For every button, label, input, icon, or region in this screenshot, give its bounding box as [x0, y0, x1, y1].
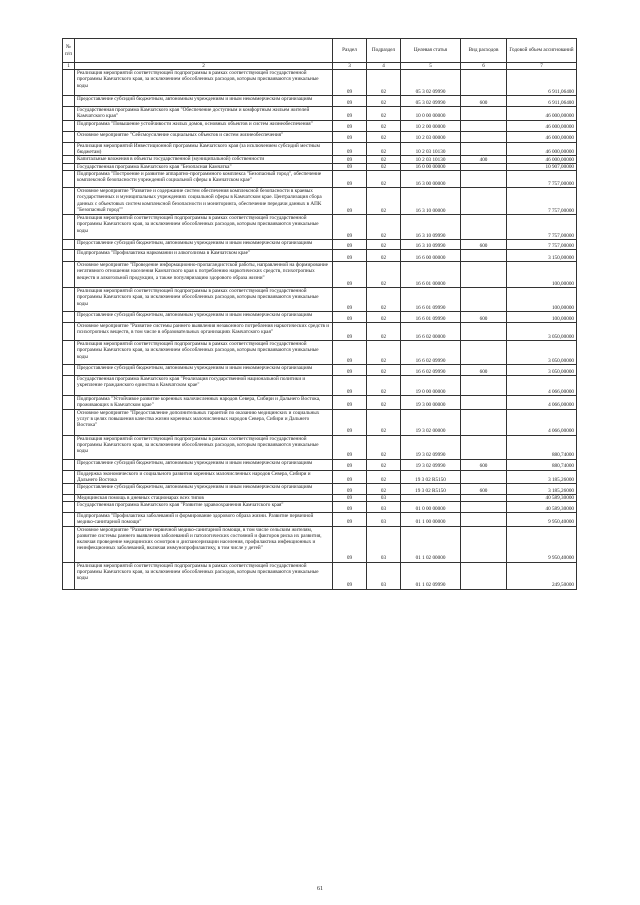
row-expense-type-cell: [461, 526, 507, 562]
column-number: 4: [367, 63, 401, 70]
row-section-cell: 09: [333, 107, 367, 120]
table-row: [63, 323, 577, 341]
row-subsection-cell: 02: [367, 171, 401, 188]
row-article-cell: 05 3 02 09990: [401, 70, 461, 96]
row-expense-type-cell: [461, 562, 507, 589]
row-amount-cell: 6 911,06400: [507, 70, 577, 96]
table-row: [63, 262, 577, 288]
row-expense-type-cell: [461, 288, 507, 312]
row-amount-cell: 40 589,30000: [507, 495, 577, 502]
row-subsection-cell: 02: [367, 142, 401, 155]
row-spacer-cell: [63, 120, 75, 131]
row-section-cell: 09: [333, 365, 367, 376]
table-row: [63, 495, 577, 502]
row-subsection-cell: 02: [367, 396, 401, 409]
row-article-cell: 16 3 10 09990: [401, 215, 461, 240]
row-article-cell: 19 3 02 00000: [401, 409, 461, 435]
table-row: [63, 120, 577, 131]
row-section-cell: 09: [333, 396, 367, 409]
row-amount-cell: 3 050,00000: [507, 323, 577, 341]
row-article-cell: 16 3 10 09990: [401, 240, 461, 250]
row-spacer-cell: [63, 459, 75, 470]
header-subsection: Подраздел: [367, 39, 401, 63]
row-subsection-cell: 02: [367, 376, 401, 396]
row-section-cell: 09: [333, 470, 367, 483]
row-expense-type-cell: [461, 107, 507, 120]
table-row: [63, 188, 577, 215]
row-name-cell: Основное мероприятие "Проведение информационно-пропагандистской работы, направленной на формирование негативного отношения населения Камчатского края к потреблению наркотических средств, психотропных веществ и алкогольной продукции, а также популяризацию здорового образа жизни": [75, 262, 333, 288]
row-amount-cell: 100,00000: [507, 262, 577, 288]
column-number: 5: [401, 63, 461, 70]
row-section-cell: 09: [333, 409, 367, 435]
header-name: [75, 39, 333, 63]
table-row: [63, 484, 577, 495]
row-expense-type-cell: [461, 513, 507, 526]
row-name-cell: Государственная программа Камчатского края "Реализация государственной национальной политики и укрепление гражданского единства в Камчатском крае": [75, 376, 333, 396]
row-section-cell: 09: [333, 459, 367, 470]
row-expense-type-cell: [461, 435, 507, 459]
row-amount-cell: 3 050,00000: [507, 365, 577, 376]
table-row: [63, 250, 577, 262]
row-subsection-cell: 02: [367, 341, 401, 365]
row-article-cell: 16 6 02 00000: [401, 323, 461, 341]
page-number: 61: [317, 886, 323, 892]
row-article-cell: 10 2 03 10130: [401, 142, 461, 155]
row-amount-cell: 9 950,40000: [507, 526, 577, 562]
table-body: [63, 70, 577, 589]
header-article: Целевая статья: [401, 39, 461, 63]
row-spacer-cell: [63, 215, 75, 240]
row-spacer-cell: [63, 502, 75, 513]
row-amount-cell: 46 000,00000: [507, 107, 577, 120]
row-subsection-cell: 02: [367, 459, 401, 470]
table-row: [63, 459, 577, 470]
row-spacer-cell: [63, 376, 75, 396]
row-expense-type-cell: [461, 70, 507, 96]
row-spacer-cell: [63, 435, 75, 459]
table-row: [63, 526, 577, 562]
column-number: 7: [507, 63, 577, 70]
column-number: 2: [75, 63, 333, 70]
row-section-cell: 09: [333, 288, 367, 312]
row-subsection-cell: 03: [367, 562, 401, 589]
row-amount-cell: 40 589,30000: [507, 502, 577, 513]
row-spacer-cell: [63, 495, 75, 502]
row-spacer-cell: [63, 323, 75, 341]
row-section-cell: 09: [333, 502, 367, 513]
table-row: [63, 215, 577, 240]
row-spacer-cell: [63, 562, 75, 589]
row-section-cell: 09: [333, 250, 367, 262]
row-section-cell: 09: [333, 513, 367, 526]
row-name-cell: Реализация мероприятий соответствующей подпрограммы в рамках соответствующей государственной программы Камчатского края, за исключением обособленных расходов, которым присваиваются уникальные коды: [75, 341, 333, 365]
table-row: [63, 142, 577, 155]
row-amount-cell: 4 066,00000: [507, 409, 577, 435]
row-section-cell: 09: [333, 131, 367, 142]
table-row: [63, 376, 577, 396]
row-section-cell: 09: [333, 562, 367, 589]
row-section-cell: 09: [333, 70, 367, 96]
row-article-cell: 10 2 03 10130: [401, 156, 461, 164]
row-name-cell: Медицинская помощь в дневных стационарах всех типов: [75, 495, 333, 502]
table-row: [63, 107, 577, 120]
row-spacer-cell: [63, 171, 75, 188]
row-section-cell: 09: [333, 240, 367, 250]
table-row: [63, 341, 577, 365]
row-spacer-cell: [63, 131, 75, 142]
row-spacer-cell: [63, 312, 75, 323]
row-article-cell: 19 3 02 09990: [401, 459, 461, 470]
row-expense-type-cell: 600: [461, 312, 507, 323]
table-row: [63, 396, 577, 409]
header-amount: Годовой объем ассигнований: [507, 39, 577, 63]
row-subsection-cell: 03: [367, 513, 401, 526]
column-number: 6: [461, 63, 507, 70]
row-article-cell: 10 0 00 00000: [401, 107, 461, 120]
row-expense-type-cell: 600: [461, 365, 507, 376]
row-name-cell: Предоставление субсидий бюджетным, автономным учреждениям и иным некоммерческим организациям: [75, 365, 333, 376]
row-section-cell: 09: [333, 484, 367, 495]
row-section-cell: 09: [333, 215, 367, 240]
row-spacer-cell: [63, 250, 75, 262]
row-expense-type-cell: 600: [461, 240, 507, 250]
row-article-cell: 16 0 00 00000: [401, 164, 461, 171]
row-subsection-cell: 02: [367, 107, 401, 120]
row-subsection-cell: 02: [367, 70, 401, 96]
row-name-cell: Основное мероприятие "Развитие системы раннего выявления незаконного потребления наркотических средств и психотропных веществ, в том числе в образовательных организациях Камчатского края": [75, 323, 333, 341]
row-expense-type-cell: [461, 341, 507, 365]
row-subsection-cell: 02: [367, 312, 401, 323]
row-amount-cell: 3 185,26000: [507, 470, 577, 483]
row-expense-type-cell: [461, 376, 507, 396]
row-name-cell: Предоставление субсидий бюджетным, автономным учреждениям и иным некоммерческим организациям: [75, 240, 333, 250]
row-expense-type-cell: [461, 262, 507, 288]
row-spacer-cell: [63, 164, 75, 171]
row-expense-type-cell: [461, 171, 507, 188]
row-amount-cell: 9 950,40000: [507, 513, 577, 526]
row-name-cell: Предоставление субсидий бюджетным, автономным учреждениям и иным некоммерческим организациям: [75, 312, 333, 323]
row-section-cell: 09: [333, 142, 367, 155]
row-subsection-cell: 02: [367, 215, 401, 240]
row-amount-cell: 7 757,00000: [507, 240, 577, 250]
row-spacer-cell: [63, 470, 75, 483]
row-subsection-cell: 02: [367, 240, 401, 250]
row-article-cell: 01 1 02 00000: [401, 526, 461, 562]
row-subsection-cell: 02: [367, 409, 401, 435]
header-expense-type: Вид расходов: [461, 39, 507, 63]
row-name-cell: Реализация мероприятий Инвестиционной программы Камчатского края (за исключением субсидий местным бюджетам): [75, 142, 333, 155]
header-section: Раздел: [333, 39, 367, 63]
row-expense-type-cell: [461, 215, 507, 240]
table-row: [63, 171, 577, 188]
row-expense-type-cell: [461, 131, 507, 142]
row-name-cell: Предоставление субсидий бюджетным, автономным учреждениям и иным некоммерческим организациям: [75, 484, 333, 495]
row-expense-type-cell: 600: [461, 96, 507, 107]
table-row: [63, 96, 577, 107]
row-expense-type-cell: [461, 164, 507, 171]
row-expense-type-cell: [461, 120, 507, 131]
row-expense-type-cell: [461, 188, 507, 215]
row-spacer-cell: [63, 409, 75, 435]
row-subsection-cell: 02: [367, 164, 401, 171]
row-spacer-cell: [63, 513, 75, 526]
row-name-cell: Основное мероприятие "Сейсмоусиление социальных объектов и систем жизнеобеспечения": [75, 131, 333, 142]
row-article-cell: 16 6 01 09990: [401, 288, 461, 312]
row-expense-type-cell: [461, 323, 507, 341]
row-expense-type-cell: [461, 502, 507, 513]
row-amount-cell: 46 000,00000: [507, 156, 577, 164]
row-section-cell: 09: [333, 495, 367, 502]
table-row: [63, 409, 577, 435]
row-name-cell: Реализация мероприятий соответствующей подпрограммы в рамках соответствующей государственной программы Камчатского края, за исключением обособленных расходов, которым присваиваются уникальные коды: [75, 435, 333, 459]
table-row: [63, 131, 577, 142]
row-section-cell: 09: [333, 323, 367, 341]
row-article-cell: 10 2 00 00000: [401, 120, 461, 131]
row-article-cell: 01 1 02 09990: [401, 562, 461, 589]
row-article-cell: 16 6 00 00000: [401, 250, 461, 262]
row-amount-cell: 4 066,00000: [507, 396, 577, 409]
row-name-cell: Государственная программа Камчатского края "Обеспечение доступным и комфортным жильем жителей Камчатского края": [75, 107, 333, 120]
row-article-cell: 01 1 00 00000: [401, 513, 461, 526]
row-spacer-cell: [63, 240, 75, 250]
row-amount-cell: 3 050,00000: [507, 341, 577, 365]
table-row: [63, 240, 577, 250]
row-amount-cell: 249,50000: [507, 562, 577, 589]
row-section-cell: 09: [333, 526, 367, 562]
row-article-cell: 16 6 01 00000: [401, 262, 461, 288]
row-article-cell: [401, 495, 461, 502]
row-amount-cell: 880,74000: [507, 459, 577, 470]
row-name-cell: Основное мероприятие "Развитие и содержание систем обеспечения комплексной безопасности в краевых государственных и муниципальных учреждениях социальной сферы в Камчатском крае. Централизация сбора данных с объектовых систем комплексной безопасности и мониторинга, обеспечение передачи данных в АПК "Безопасный город"": [75, 188, 333, 215]
column-number-row: [63, 63, 577, 70]
row-spacer-cell: [63, 262, 75, 288]
row-name-cell: Подпрограмма "Профилактика заболеваний и формирование здорового образа жизни. Развитие первичной медико-санитарной помощи": [75, 513, 333, 526]
row-expense-type-cell: [461, 396, 507, 409]
row-spacer-cell: [63, 96, 75, 107]
row-expense-type-cell: [461, 470, 507, 483]
row-spacer-cell: [63, 288, 75, 312]
row-subsection-cell: 02: [367, 120, 401, 131]
row-subsection-cell: 03: [367, 502, 401, 513]
row-spacer-cell: [63, 70, 75, 96]
row-section-cell: 09: [333, 164, 367, 171]
row-name-cell: Государственная программа Камчатского края "Развитие здравоохранения Камчатского края": [75, 502, 333, 513]
table-header-row: [63, 39, 577, 63]
row-subsection-cell: 02: [367, 250, 401, 262]
row-spacer-cell: [63, 365, 75, 376]
row-expense-type-cell: 600: [461, 459, 507, 470]
row-section-cell: 09: [333, 262, 367, 288]
table-row: [63, 562, 577, 589]
row-article-cell: 05 3 02 09990: [401, 96, 461, 107]
row-amount-cell: 46 000,00000: [507, 120, 577, 131]
row-section-cell: 09: [333, 171, 367, 188]
row-amount-cell: 100,00000: [507, 312, 577, 323]
row-spacer-cell: [63, 156, 75, 164]
row-section-cell: 09: [333, 312, 367, 323]
row-amount-cell: 46 000,00000: [507, 131, 577, 142]
row-article-cell: 19 3 02 09990: [401, 435, 461, 459]
row-name-cell: Поддержка экономического и социального развития коренных малочисленных народов Севера, Сибири и Дальнего Востока: [75, 470, 333, 483]
row-amount-cell: 100,00000: [507, 288, 577, 312]
row-amount-cell: 10 907,00000: [507, 164, 577, 171]
row-name-cell: Реализация мероприятий соответствующей подпрограммы в рамках соответствующей государственной программы Камчатского края, за исключением обособленных расходов, которым присваиваются уникальные коды: [75, 70, 333, 96]
row-spacer-cell: [63, 142, 75, 155]
row-name-cell: Реализация мероприятий соответствующей подпрограммы в рамках соответствующей государственной программы Камчатского края, за исключением обособленных расходов, которым присваиваются уникальные коды: [75, 288, 333, 312]
row-article-cell: 16 6 02 09990: [401, 341, 461, 365]
row-expense-type-cell: [461, 250, 507, 262]
table-row: [63, 156, 577, 164]
row-section-cell: 09: [333, 188, 367, 215]
table-row: [63, 365, 577, 376]
row-subsection-cell: 02: [367, 188, 401, 215]
row-article-cell: 16 3 00 00000: [401, 171, 461, 188]
row-section-cell: 09: [333, 341, 367, 365]
row-section-cell: 09: [333, 156, 367, 164]
row-expense-type-cell: [461, 142, 507, 155]
row-subsection-cell: 02: [367, 288, 401, 312]
row-name-cell: Предоставление субсидий бюджетным, автономным учреждениям и иным некоммерческим организациям: [75, 96, 333, 107]
table-row: [63, 513, 577, 526]
row-section-cell: 09: [333, 376, 367, 396]
row-amount-cell: 880,74000: [507, 435, 577, 459]
row-spacer-cell: [63, 341, 75, 365]
row-name-cell: Предоставление субсидий бюджетным, автономным учреждениям и иным некоммерческим организациям: [75, 459, 333, 470]
row-amount-cell: 7 757,00000: [507, 171, 577, 188]
table-row: [63, 288, 577, 312]
row-name-cell: Основное мероприятие "Развитие первичной медико-санитарной помощи, в том числе сельским жителям, развитие системы раннего выявления заболеваний и патологических состояний и факторов риска их развития, включая проведение медицинских осмотров и диспансеризации населения, профилактика инфекционных и неинфекционных заболеваний, включая иммунопрофилактику, в том числе у детей": [75, 526, 333, 562]
row-subsection-cell: 02: [367, 262, 401, 288]
row-subsection-cell: 02: [367, 435, 401, 459]
row-section-cell: 09: [333, 120, 367, 131]
row-amount-cell: 7 757,00000: [507, 188, 577, 215]
row-amount-cell: 3 185,26000: [507, 484, 577, 495]
row-article-cell: 16 3 10 00000: [401, 188, 461, 215]
row-article-cell: 19 3 02 R5150: [401, 470, 461, 483]
table-row: [63, 164, 577, 171]
row-subsection-cell: 02: [367, 470, 401, 483]
row-subsection-cell: 02: [367, 131, 401, 142]
table-row: [63, 435, 577, 459]
budget-table: [62, 38, 577, 590]
row-spacer-cell: [63, 484, 75, 495]
row-article-cell: 16 6 02 09990: [401, 365, 461, 376]
row-expense-type-cell: 600: [461, 484, 507, 495]
row-spacer-cell: [63, 526, 75, 562]
row-name-cell: Подпрограмма "Профилактика наркомании и алкоголизма в Камчатском крае": [75, 250, 333, 262]
row-expense-type-cell: [461, 495, 507, 502]
row-name-cell: Капитальные вложения в объекты государственной (муниципальной) собственности: [75, 156, 333, 164]
row-amount-cell: 6 911,06400: [507, 96, 577, 107]
row-section-cell: 09: [333, 435, 367, 459]
row-name-cell: Реализация мероприятий соответствующей подпрограммы в рамках соответствующей государственной программы Камчатского края, за исключением обособленных расходов, которым присваиваются уникальные коды: [75, 562, 333, 589]
row-subsection-cell: 02: [367, 96, 401, 107]
row-amount-cell: 4 066,00000: [507, 376, 577, 396]
row-spacer-cell: [63, 396, 75, 409]
row-article-cell: 10 2 03 00000: [401, 131, 461, 142]
row-article-cell: 16 6 01 09990: [401, 312, 461, 323]
row-name-cell: Подпрограмма "Построение и развитие аппаратно-программного комплекса "Безопасный город", обеспечение комплексной безопасности учреждений социальной сферы в Камчатском крае": [75, 171, 333, 188]
row-subsection-cell: 02: [367, 365, 401, 376]
row-subsection-cell: 02: [367, 156, 401, 164]
row-amount-cell: 46 000,00000: [507, 142, 577, 155]
column-number: 3: [333, 63, 367, 70]
row-spacer-cell: [63, 188, 75, 215]
row-spacer-cell: [63, 107, 75, 120]
row-article-cell: 19 3 02 R5150: [401, 484, 461, 495]
row-subsection-cell: 02: [367, 323, 401, 341]
row-subsection-cell: 03: [367, 495, 401, 502]
header-number: № п/п: [63, 39, 75, 63]
row-article-cell: 01 0 00 00000: [401, 502, 461, 513]
row-expense-type-cell: 400: [461, 156, 507, 164]
row-subsection-cell: 03: [367, 526, 401, 562]
table-row: [63, 470, 577, 483]
row-subsection-cell: 02: [367, 484, 401, 495]
column-number: 1: [63, 63, 75, 70]
row-expense-type-cell: [461, 409, 507, 435]
row-article-cell: 19 0 00 00000: [401, 376, 461, 396]
row-name-cell: Подпрограмма "Повышение устойчивости жилых домов, основных объектов и систем жизнеобеспечения": [75, 120, 333, 131]
row-amount-cell: 3 150,00000: [507, 250, 577, 262]
row-amount-cell: 7 757,00000: [507, 215, 577, 240]
table-row: [63, 70, 577, 96]
row-section-cell: 09: [333, 96, 367, 107]
row-name-cell: Подпрограмма "Устойчивое развитие коренных малочисленных народов Севера, Сибири и Дальнего Востока, проживающих в Камчатском крае": [75, 396, 333, 409]
table-row: [63, 312, 577, 323]
row-article-cell: 19 3 00 00000: [401, 396, 461, 409]
row-name-cell: Реализация мероприятий соответствующей подпрограммы в рамках соответствующей государственной программы Камчатского края, за исключением обособленных расходов, которым присваиваются уникальные коды: [75, 215, 333, 240]
row-name-cell: Государственная программа Камчатского края "Безопасная Камчатка": [75, 164, 333, 171]
table-row: [63, 502, 577, 513]
row-name-cell: Основное мероприятие "Предоставление дополнительных гарантий по оказанию медицинских и социальных услуг в целях повышения качества жизни коренных малочисленных народов Севера, Сибири и Дальнего Востока": [75, 409, 333, 435]
